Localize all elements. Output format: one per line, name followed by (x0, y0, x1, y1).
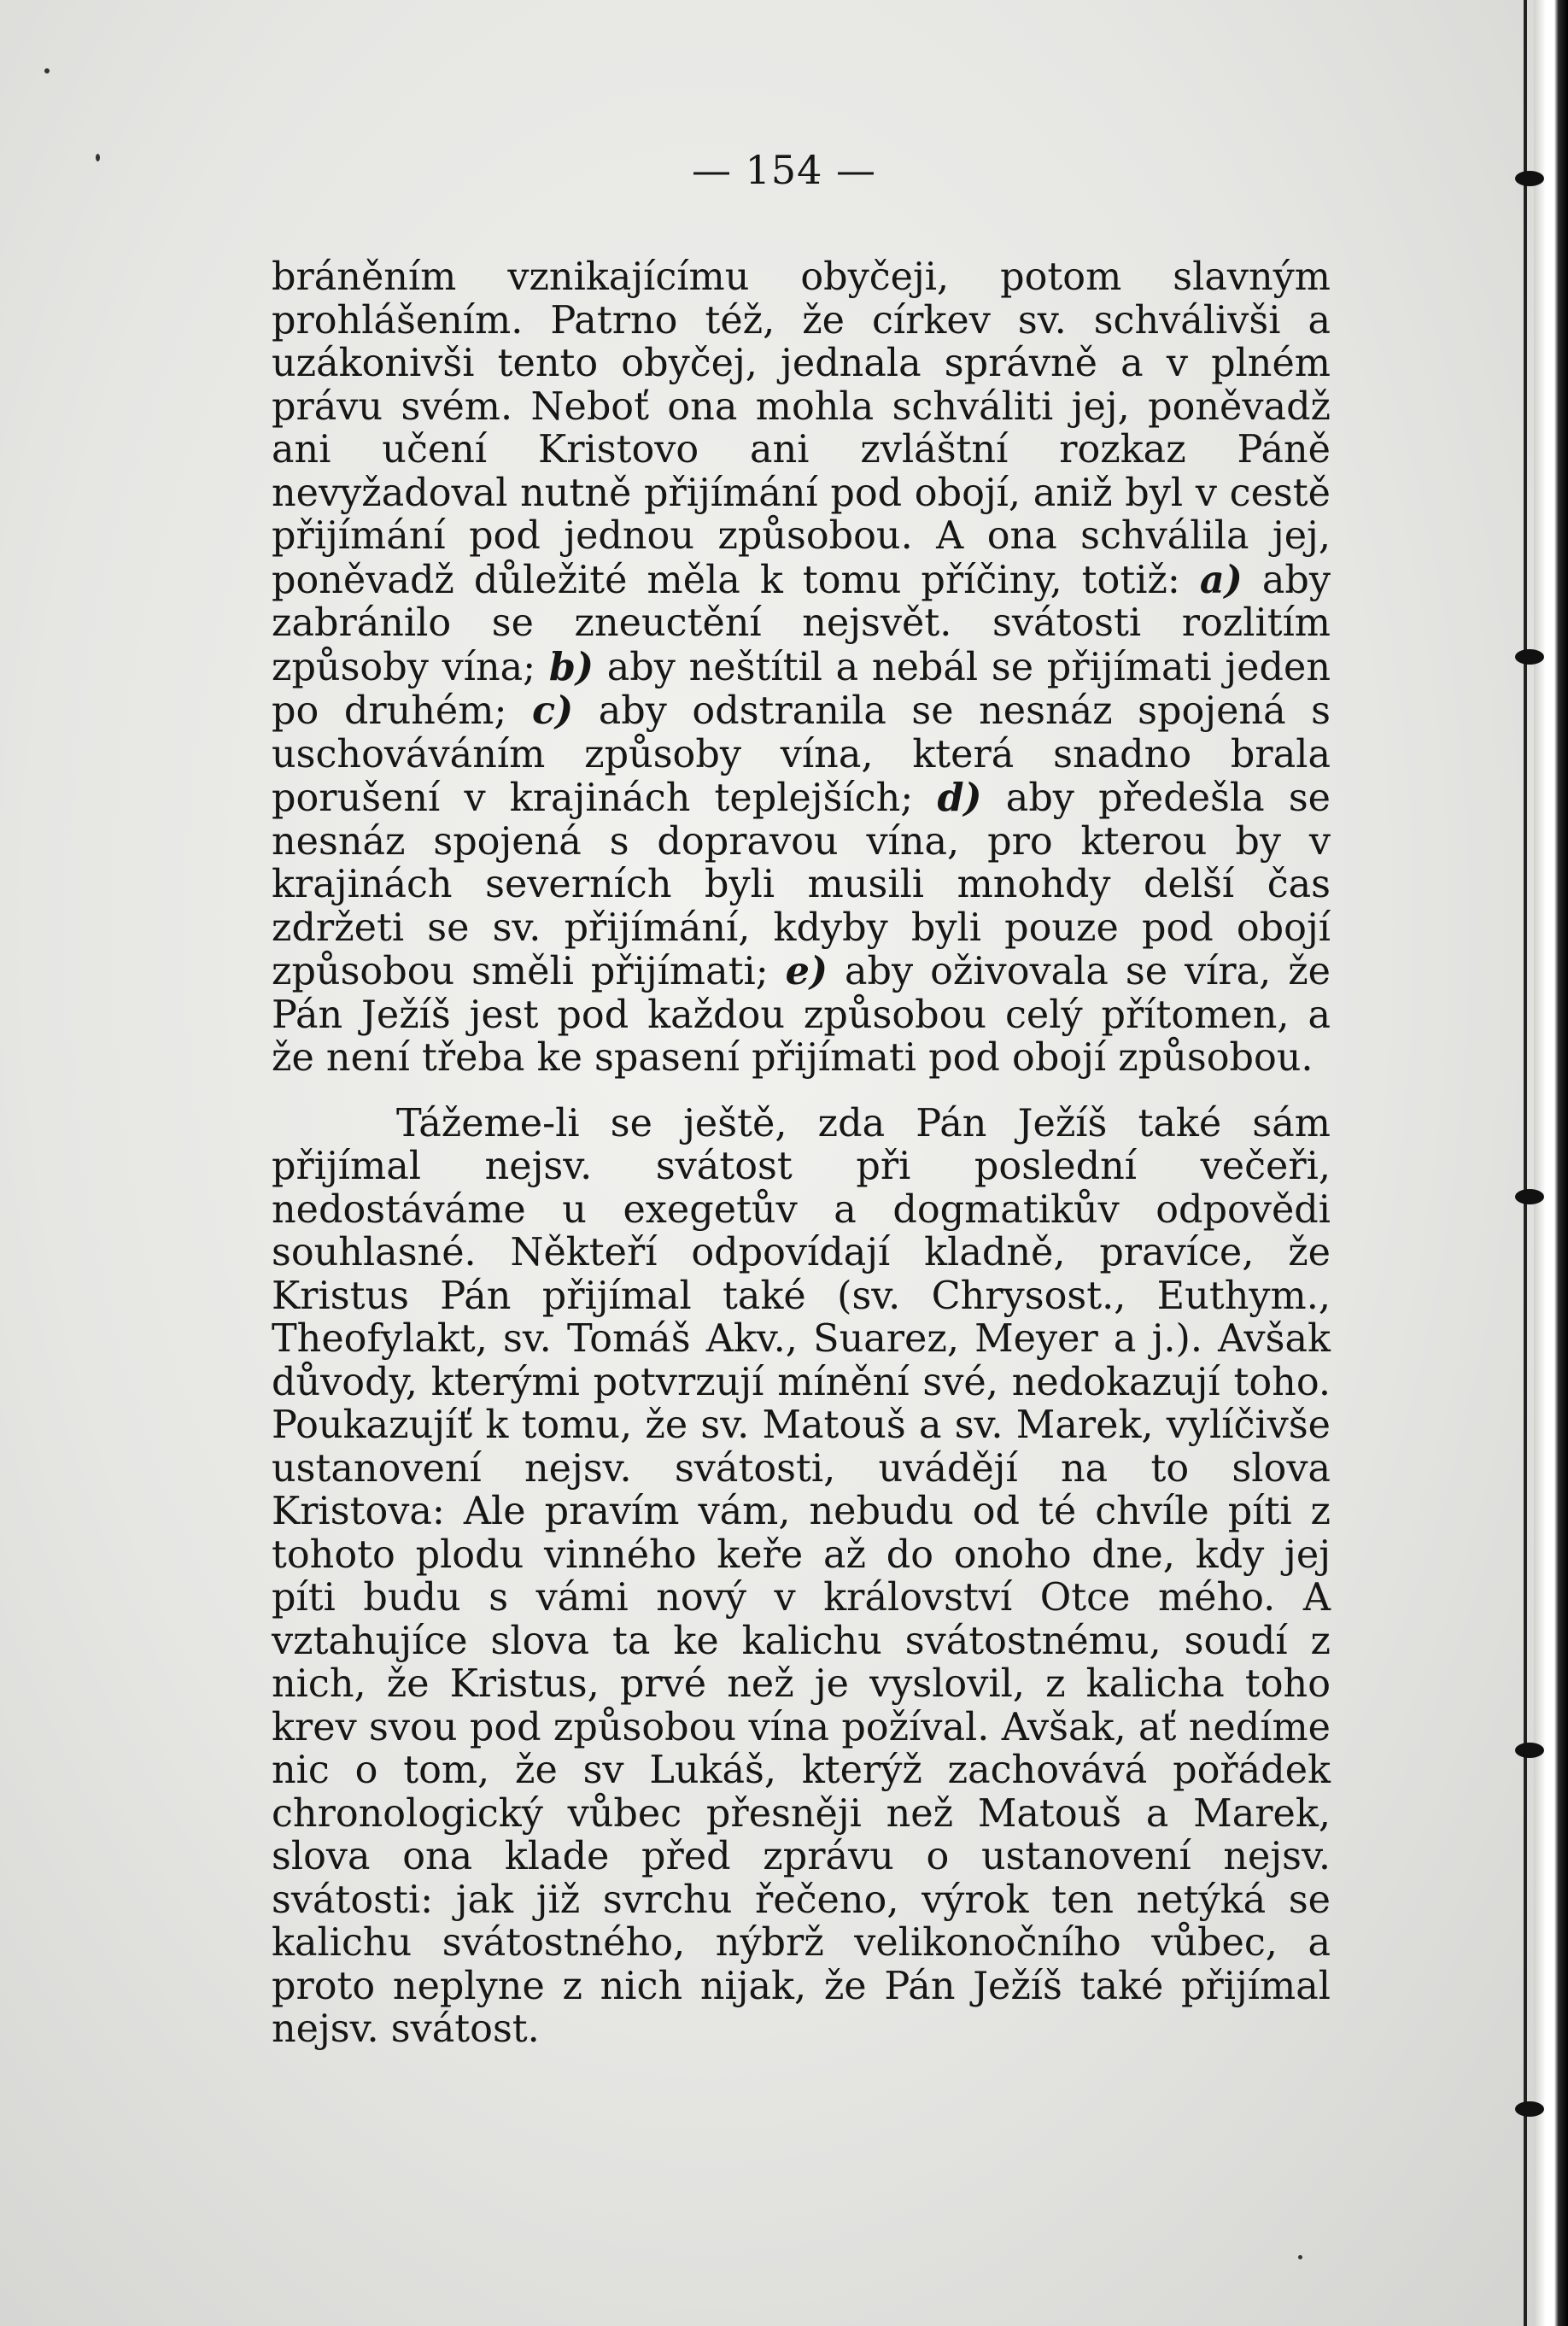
scan-speck (1298, 2255, 1302, 2259)
binding-mark (1515, 1189, 1544, 1204)
enum-label: d) (937, 776, 982, 820)
paragraph-2: Tážeme-li se ještě, zda Pán Ježíš také sám přijímal nejsv. svátost při poslední večeři, nedostáváme u exegetův a dogmatikův odpovědi souhlasné. Někteří odpovídají kladně, pravíce, že Kristus Pán přijímal také (sv. Chrysost., Euthym., Theofylakt, sv. Tomáš Akv., Suarez, Meyer a j.). Avšak důvody, kterými potvrzují mínění své, nedokazují toho. Poukazujíť k tomu, že sv. Matouš a sv. Marek, vylíčivše ustanovení nejsv. svátosti, uvádějí na to slova Kristova: Ale pravím vám, nebudu od té chvíle píti z tohoto plodu vinného keře až do onoho dne, kdy jej píti budu s vámi nový v království Otce mého. A vztahujíce slova ta ke kalichu svátostnému, soudí z nich, že Kristus, prvé než je vyslovil, z kalicha toho krev svou pod způsobou vína požíval. Avšak, ať nedíme nic o tom, že sv Lukáš, kterýž zachovává pořádek chronologický vůbec přesněji než Matouš a Marek, slova ona klade před zprávu o ustanovení nejsv. svátosti: jak již svrchu řečeno, výrok ten netýká se kalichu svátostného, nýbrž velikonočního vůbec, a proto neplyne z nich nijak, že Pán Ježíš také přijímal nejsv. svátost. (272, 1101, 1331, 2051)
page-edge (1534, 0, 1568, 2326)
binding-mark (1515, 1743, 1544, 1758)
enum-label: a) (1199, 557, 1243, 602)
binding-mark (1515, 649, 1544, 665)
scan-speck (44, 68, 50, 73)
page-fold-line (1524, 0, 1527, 2326)
enum-label: b) (548, 644, 594, 689)
body-text (272, 256, 1331, 2052)
page-number: — 154 — (691, 147, 877, 193)
enum-label: c) (532, 688, 574, 733)
enum-label: e) (785, 949, 828, 993)
paragraph-1: bráněním vznikajícímu obyčeji, potom slavným prohlášením. Patrno též, že církev sv. schválivši a uzákonivši tento obyčej, jednala správně a v plném právu svém. Neboť ona mohla schváliti jej, poněvadž ani učení Kristovo ani zvláštní rozkaz Páně nevyžadoval nutně přijímání pod obojí, aniž byl v cestě přijímání pod jednou způsobou. A ona schválila jej, poněvadž důležité měla k tomu příčiny, totiž: a) aby zabránilo se zneuctění nejsvět. svátosti rozlitím způsoby vína; b) aby neštítil a nebál se přijímati jeden po druhém; c) aby odstranila se nesnáz spojená s uschováváním způsoby vína, která snadno brala porušení v krajinách teplejších; d) aby předešla se nesnáz spojená s dopravou vína, pro kterou by v krajinách severních byli musili mnohdy delší čas zdržeti se sv. přijímání, kdyby byli pouze pod obojí způsobou směli přijímati; e) aby oživovala se víra, že Pán Ježíš jest pod každou způsobou celý přítomen, a že není třeba ke spasení přijímati pod obojí způsobou. (272, 255, 1331, 1080)
binding-mark (1515, 2101, 1544, 2117)
